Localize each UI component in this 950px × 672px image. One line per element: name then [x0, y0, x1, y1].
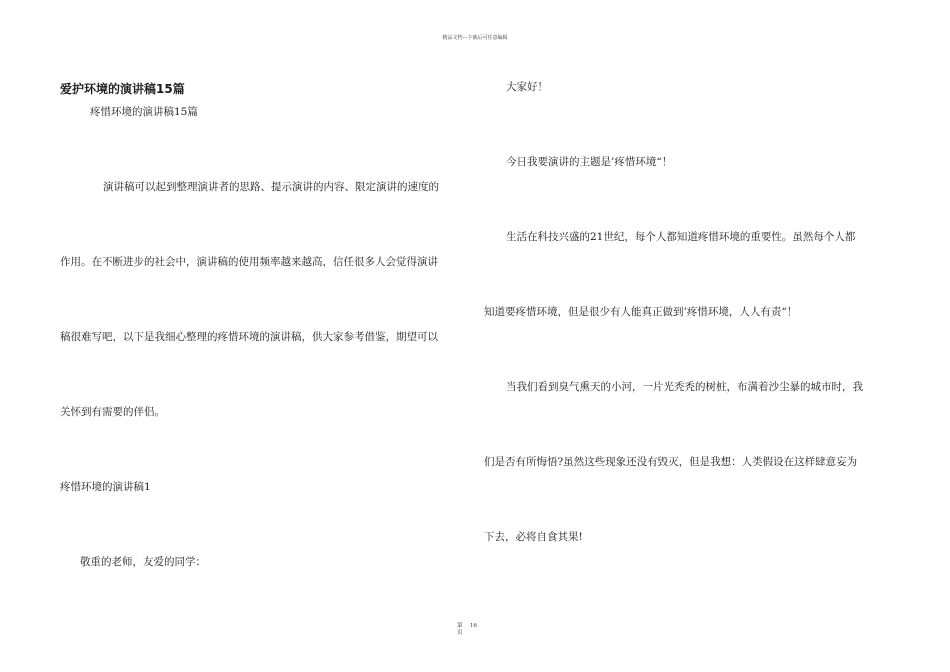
paragraph-line: 今日我要演讲的主题是’疼惜环境“！ [506, 156, 673, 168]
page-footer-label [457, 623, 463, 637]
paragraph-line: 下去，必将自食其果! [484, 531, 583, 543]
subtitle-line: 疼惜环境的演讲稿15篇 [90, 106, 198, 118]
paragraph-line: 知道要疼惜环境，但是很少有人能真正做到’疼惜环境，人人有责“！ [484, 306, 798, 318]
page-label-bottom: 页 [457, 630, 463, 636]
paragraph-line: 们是否有所悔悟?虽然这些现象还没有毁灭，但是我想：人类假设在这样肆意妄为 [484, 456, 858, 468]
page-label-top: 第 [457, 623, 463, 629]
paragraph-line: 当我们看到臭气熏天的小河，一片光秃秃的树桩，布满着沙尘暴的城市时，我 [506, 381, 863, 393]
paragraph-line: 作用。在不断进步的社会中，演讲稿的使用频率越来越高，信任很多人会觉得演讲 [60, 256, 438, 268]
page-header: 精品文档---下载后可任意编辑 [442, 35, 508, 41]
document-title: 爱护环境的演讲稿15篇 [60, 82, 185, 96]
paragraph-line: 关怀到有需要的伴侣。 [60, 406, 165, 418]
section-heading: 疼惜环境的演讲稿1 [60, 481, 151, 493]
paragraph-line: 生活在科技兴盛的21世纪，每个人都知道疼惜环境的重要性。虽然每个人都 [506, 231, 856, 243]
greeting-line: 大家好！ [506, 81, 548, 93]
page-number: 16 [470, 623, 477, 629]
salutation-line: 敬重的老师，友爱的同学： [80, 556, 206, 568]
paragraph-line: 稿很难写吧，以下是我细心整理的疼惜环境的演讲稿，供大家参考借鉴，期望可以 [60, 331, 438, 343]
paragraph-line: 演讲稿可以起到整理演讲者的思路、提示演讲的内容、限定演讲的速度的 [103, 181, 439, 193]
